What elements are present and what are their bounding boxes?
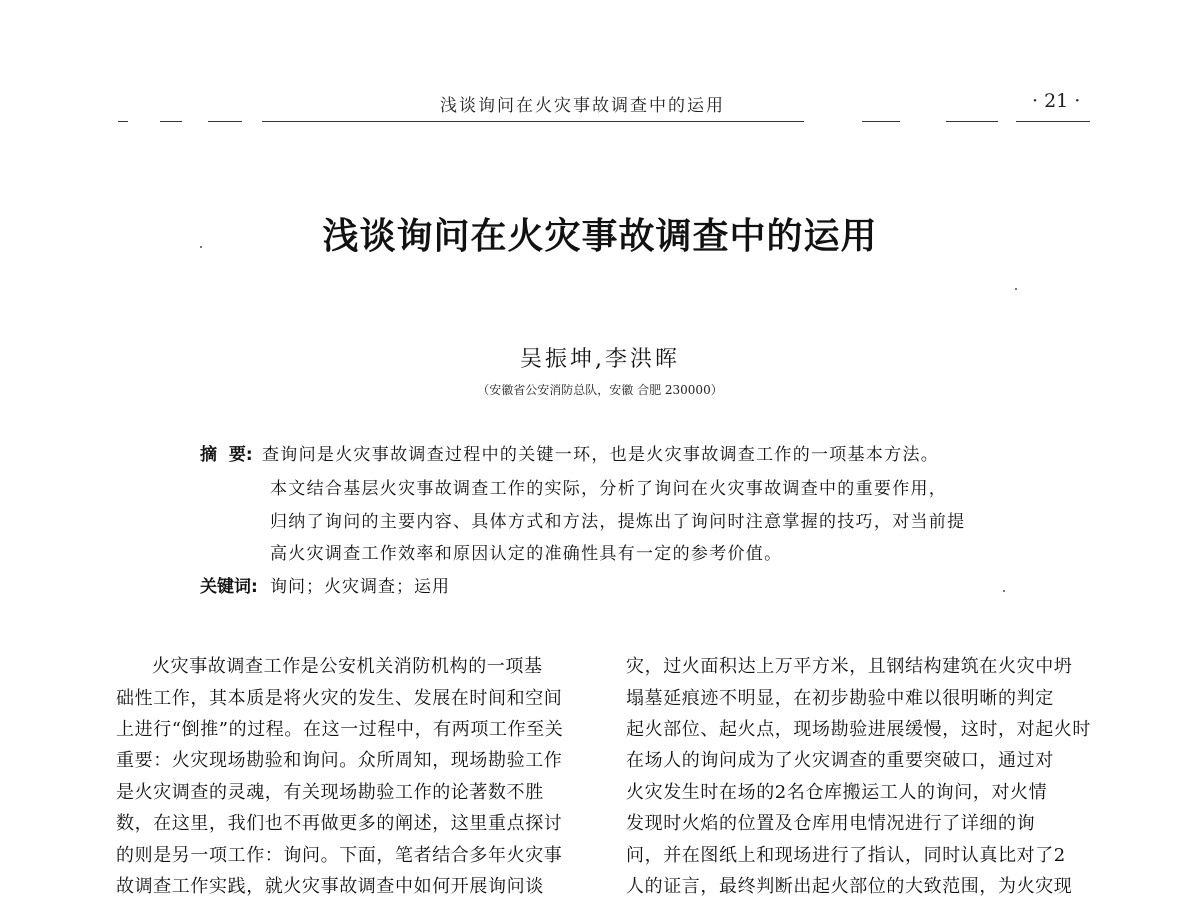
abstract-line: 查询问是火灾事故调查过程中的关键一环，也是火灾事故调查工作的一项基本方法。 [262,445,940,465]
body-line-right: 问，并在图纸上和现场进行了指认，同时认真比对了2 [626,845,1066,866]
article-title: 浅谈询问在火灾事故调查中的运用 [322,216,878,257]
abstract-line: 归纳了询问的主要内容、具体方式和方法，提炼出了询问时注意掌握的技巧，对当前提 [270,512,966,532]
keywords-text: 询问；火灾调查；运用 [270,577,450,597]
header-rule [118,121,128,122]
header-rule [1016,121,1090,122]
author-affiliation: （安徽省公安消防总队，安徽 合肥 230000） [477,383,723,397]
body-line-left: 火灾事故调查工作是公安机关消防机构的一项基 [152,656,543,677]
body-line-left: 是火灾调查的灵魂，有关现场勘验工作的论著数不胜 [116,782,544,803]
keywords-label: 关键词: [200,577,258,597]
scan-speck [200,246,202,248]
body-line-left: 故调查工作实践，就火灾事故调查中如何开展询问谈 [116,876,544,897]
header-rule [862,121,900,122]
body-line-right: 在场人的询问成为了火灾调查的重要突破口，通过对 [626,750,1054,771]
header-rule [208,121,242,122]
body-line-right: 灾，过火面积达上万平方米，且钢结构建筑在火灾中坍 [626,656,1073,677]
body-line-left: 重要：火灾现场勘验和询问。众所周知，现场勘验工作 [116,750,563,771]
header-rule [262,121,772,122]
body-line-left: 础性工作，其本质是将火灾的发生、发展在时间和空间 [116,688,563,709]
page-number: · 21 · [1032,90,1081,112]
body-line-right: 发现时火焰的位置及仓库用电情况进行了详细的询 [626,813,1036,834]
body-line-left: 上进行“倒推”的过程。在这一过程中，有两项工作至关 [116,719,564,740]
scan-speck [1003,590,1005,592]
abstract-label: 摘 要: [200,445,253,465]
body-line-right: 起火部位、起火点，现场勘验进展缓慢，这时，对起火时 [626,719,1091,740]
header-rule [160,121,182,122]
scan-speck [1015,288,1017,290]
body-line-right: 塌墓延痕迹不明显，在初步勘验中难以很明晰的判定 [626,688,1054,709]
abstract-line: 高火灾调查工作效率和原因认定的准确性具有一定的参考价值。 [270,544,783,564]
running-header-title: 浅谈询问在火灾事故调查中的运用 [440,96,725,116]
header-rule [760,121,804,122]
body-line-right: 火灾发生时在场的2名仓库搬运工人的询问，对火情 [626,782,1048,803]
abstract-line: 本文结合基层火灾事故调查工作的实际，分析了询问在火灾事故调查中的重要作用， [270,479,948,499]
body-line-left: 数，在这里，我们也不再做更多的阐述，这里重点探讨 [116,813,563,834]
body-line-right: 人的证言，最终判断出起火部位的大致范围，为火灾现 [626,876,1073,897]
body-line-left: 的则是另一项工作：询问。下面，笔者结合多年火灾事 [116,845,563,866]
header-rule [946,121,998,122]
article-authors: 吴振坤,李洪晖 [520,347,680,372]
